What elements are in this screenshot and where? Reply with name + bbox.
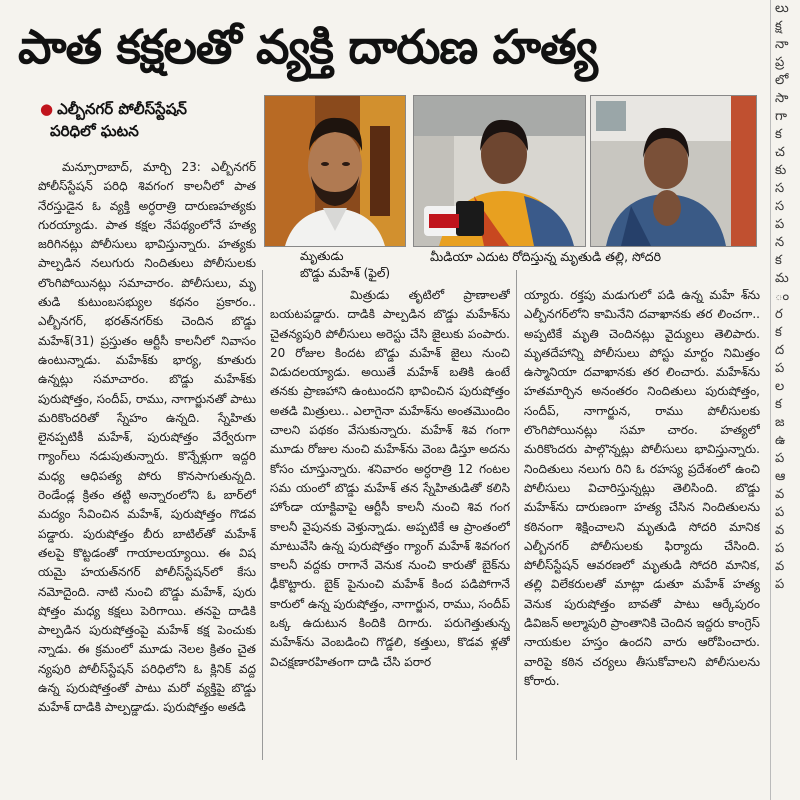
adjacent-article-fragment: ద xyxy=(775,343,785,358)
adjacent-article-fragment: లు xyxy=(775,1,789,16)
adjacent-article-fragment: చ xyxy=(775,145,785,160)
adjacent-article-fragment: స xyxy=(775,199,785,214)
adjacent-article-fragment: లో xyxy=(775,73,789,88)
mother-photo xyxy=(413,95,586,247)
article-text-column-3: య్యారు. రక్తపు మడుగులో పడి ఉన్న మహే శ్‌ను ఎల్బీనగర్‌లోని కామినేని దవాఖానకు తర లించగా.. అప్పటికే మృతి చెందినట్లు వైద్యులు తెలిపారు. మృతదేహాన్ని పోలీసులు పోస్టు మార్టం నిమిత్తం ఉస్మానియా దవాఖానకు తర లించారు. మహేశ్‌ను హతమార్చిన అనంతరం నిందితులు పురుషోత్తం, సందీప్, నాగార్జున, రాము పోలీసులకు లొంగిపోయినట్లు సమా చారం. హత్యలో మరికొందరు పాల్గొన్నట్లు పోలీసులు భావిస్తున్నారు. నిందితులు నలుగు రిని ఓ రహస్య ప్రదేశంలో ఉంచి పోలీసులు విచారిస్తున్నట్లు తెలిసింది. బొడ్డు మహేశ్‌ను దారుణంగా హత్య చేసిన నిందితులను కఠినంగా శిక్షించాలని మృతుడి సోదరి మానిక ఎల్బీనగర్ పోలీసులకు ఫిర్యాదు చేసింది. పోలీస్‌స్టేషన్ ఆవరణలో మృతుడి సోదరి మానిక, తల్లి విలేకరులతో మాట్లా డుతూ మహేశ్ హత్య వెనుక పురుషోత్తం బావతో పాటు ఆర్కేపురం డివిజన్ అల్మాపురి ప్రాంతానికి చెందిన ఇద్దరు కాంగ్రెస్ నాయకుల హస్తం ఉందని వారు ఆరోపించారు. వారిపై కఠిన చర్యలు తీసుకోవాలని పోలీసులను కోరారు. xyxy=(524,288,760,688)
adjacent-article-fragment: వ xyxy=(775,487,785,502)
mother-sister-caption: మీడియా ఎదుట రోదిస్తున్న మృతుడి తల్లి, సోదరి xyxy=(430,249,662,264)
article-text-column-1: మన్సూరాబాద్, మార్చి 23: ఎల్బీనగర్ పోలీస్‌స్టేషన్ పరిధి శివగంగ కాలనీలో పాత నేరస్తుడైన ఓ వ్యక్తి అర్ధరాత్రి దారుణహత్యకు గురయ్యాడు. పాత కక్షల నేపథ్యంలోనే హత్య జరిగినట్లు పోలీసులు భావిస్తున్నారు. హత్యకు పాల్పడిన నలుగురు నిందితులు పోలీసులకు లొంగిపోయినట్లు సమాచారం. పోలీసులు, మృ తుడి కుటుంబసభ్యుల కథనం ప్రకారం.. ఎల్బీనగర్, భరత్‌నగర్‌కు చెందిన బొడ్డు మహేశ్(31) ప్రస్తుతం ఆర్టీసీ కాలనీలో నివాసం ఉంటున్నాడు. మహేశ్‌కు భార్య, కూతురు ఉన్నట్లు సమాచారం. బొడ్డు మహేశ్‌కు పురుషోత్తం, సందీప్, రాము, నాగార్జునతో పాటు మరికొందరితో స్నేహం ఉన్నది. స్నేహితు లైనప్పటికీ మహేశ్, పురుషోత్తం వేర్వేరుగా గ్యాంగ్‌లు నడుపుతున్నారు. కొన్నేళ్లుగా ఇద్దరి మధ్య ఆధిపత్య పోరు కొనసాగుతున్నది. రెండేండ్ల క్రితం తట్టి అన్నారంలోని ఓ బార్‌లో మద్యం సేవించిన మహేశ్, పురుషోత్తం గొడవ పడ్డారు. పురుషోత్తం బీరు బాటిల్‌తో మహేశ్ తలపై కొట్టడంతో గాయాలయ్యాయి. ఈ విష యమై హయత్‌నగర్ పోలీస్‌స్టేషన్‌లో కేసు నమోదైంది. నాటి నుంచి బొడ్డు మహేశ్, పురు షోత్తం మధ్య కక్షలు పెరిగాయి. తనపై దాడికి పాల్పడిన పురుషోత్తంపై మహేశ్ కక్ష పెంచుకు న్నాడు. ఈ క్రమంలో మూడు నెలల క్రితం చైత న్యపురి పోలీస్‌స్టేషన్ పరిధిలోని ఓ క్లినిక్ వద్ద ఉన్న పురుషోత్తంతో పాటు మరో వ్యక్తిపై బొడ్డు మహేశ్ దాడికి పాల్పడ్డాడు. పురుషోత్తం అతడి xyxy=(38,160,256,715)
column-divider xyxy=(262,270,263,760)
subhead-line-1: ఎల్బీనగర్ పోలీస్‌స్టేషన్ xyxy=(57,100,187,118)
adjacent-article-fragment: ఉ xyxy=(775,433,786,448)
article-column-2 xyxy=(270,286,510,758)
adjacent-article-fragment: సా xyxy=(775,91,789,106)
adjacent-article-fragment: క xyxy=(775,325,782,340)
adjacent-article-fragment: స xyxy=(775,181,785,196)
article-text-column-2: మిత్రుడు తృటిలో ప్రాణాలతో బయటపడ్డారు. దాడికి పాల్పడిన బొడ్డు మహేశ్‌ను చైతన్యపురి పోలీసులు అరెస్టు చేసి జైలుకు పంపారు. 20 రోజుల కిందట బొడ్డు మహేశ్ జైలు నుంచి విడుదలయ్యాడు. అయితే మహేశ్ బతికి ఉంటే తనకు ప్రాణహాని ఉంటుందని భావించిన పురుషోత్తం అతడి మిత్రులు.. ఎలాగైనా మహేశ్‌ను అంతమొందిం చాలని పథకం వేసుకున్నారు. మహేశ్ శివ గంగా మూడు రోజుల నుంచి మహేశ్‌ను వెంబ డిస్తూ అదను కోసం చూస్తున్నారు. శనివారం అర్ధరాత్రి 12 గంటల సమ యంలో బొడ్డు మహేశ్ తన స్నేహితుడితో కలిసి హోండా యాక్టివాపై ఆర్టీసీ కాలనీ నుంచి శివ గంగ కాలనీ వైపునకు వెళ్తున్నాడు. అప్పటికే ఆ ప్రాంతంలో మాటువేసి ఉన్న పురుషోత్తం గ్యాంగ్ మహేశ్ శివగంగ కాలనీ వద్దకు రాగానే వెనుక నుంచి కారుతో బైక్‌ను ఢీకొట్టారు. బైక్ పైనుంచి మహేశ్ కింద పడిపోగానే కారులో ఉన్న పురుషోత్తం, నాగార్జున, రాము, సందీప్ ఒక్క ఉదుటున కిందికి దిగారు. పరుగెత్తుతున్న మహేశ్‌ను వెంబడించి గొడ్డలి, కత్తులు, కొడవ ళ్లతో విచక్షణారహితంగా దాడి చేసి పరార xyxy=(270,288,510,669)
adjacent-article-fragment: ప xyxy=(775,577,785,592)
adjacent-article-fragment: ప్ర xyxy=(775,55,785,70)
adjacent-article-fragment: క xyxy=(775,397,782,412)
adjacent-article-fragment: క xyxy=(775,127,782,142)
adjacent-article-fragment: ఆ xyxy=(775,469,786,484)
adjacent-article-fragment: ప xyxy=(775,541,785,556)
victim-photo xyxy=(264,95,406,247)
victim-caption-line-1: మృతుడు xyxy=(300,249,344,263)
adjacent-article-fragment: ప xyxy=(775,451,785,466)
article-column-3 xyxy=(524,286,760,758)
adjacent-article-fragment: క xyxy=(775,253,782,268)
bullet-icon: ● xyxy=(40,100,54,118)
adjacent-article-fragment: న xyxy=(775,235,785,250)
adjacent-article-fragment: ం xyxy=(775,289,790,304)
subhead xyxy=(40,98,255,142)
adjacent-article-fragment: నా xyxy=(775,37,789,52)
victim-caption xyxy=(300,248,410,282)
sister-photo xyxy=(590,95,757,247)
adjacent-article-fragment: కు xyxy=(775,163,787,178)
adjacent-article-fragment: వ xyxy=(775,559,785,574)
adjacent-article-fragment: మ xyxy=(775,271,789,286)
column-divider xyxy=(516,270,517,760)
adjacent-article-fragment: వ xyxy=(775,523,785,538)
article-column-1 xyxy=(38,158,256,758)
adjacent-article-fragment: ప xyxy=(775,505,785,520)
adjacent-article-fragment: ప xyxy=(775,217,785,232)
headline: పాత కక్షలతో వ్యక్తి దారుణ హత్య xyxy=(18,20,597,75)
adjacent-article-fragment: గా xyxy=(775,109,787,124)
adjacent-article-fragment: ప xyxy=(775,361,785,376)
adjacent-article-fragment: ల xyxy=(775,379,785,394)
adjacent-article-fragment: ర xyxy=(775,307,783,322)
adjacent-article-strip xyxy=(770,0,800,800)
adjacent-article-fragment: జ xyxy=(775,415,785,430)
victim-caption-line-2: బొడ్డు మహేశ్ (ఫైల్) xyxy=(300,266,391,280)
adjacent-article-fragment: క్ష xyxy=(775,19,782,34)
subhead-line-2: పరిధిలో ఘటన xyxy=(50,122,139,140)
